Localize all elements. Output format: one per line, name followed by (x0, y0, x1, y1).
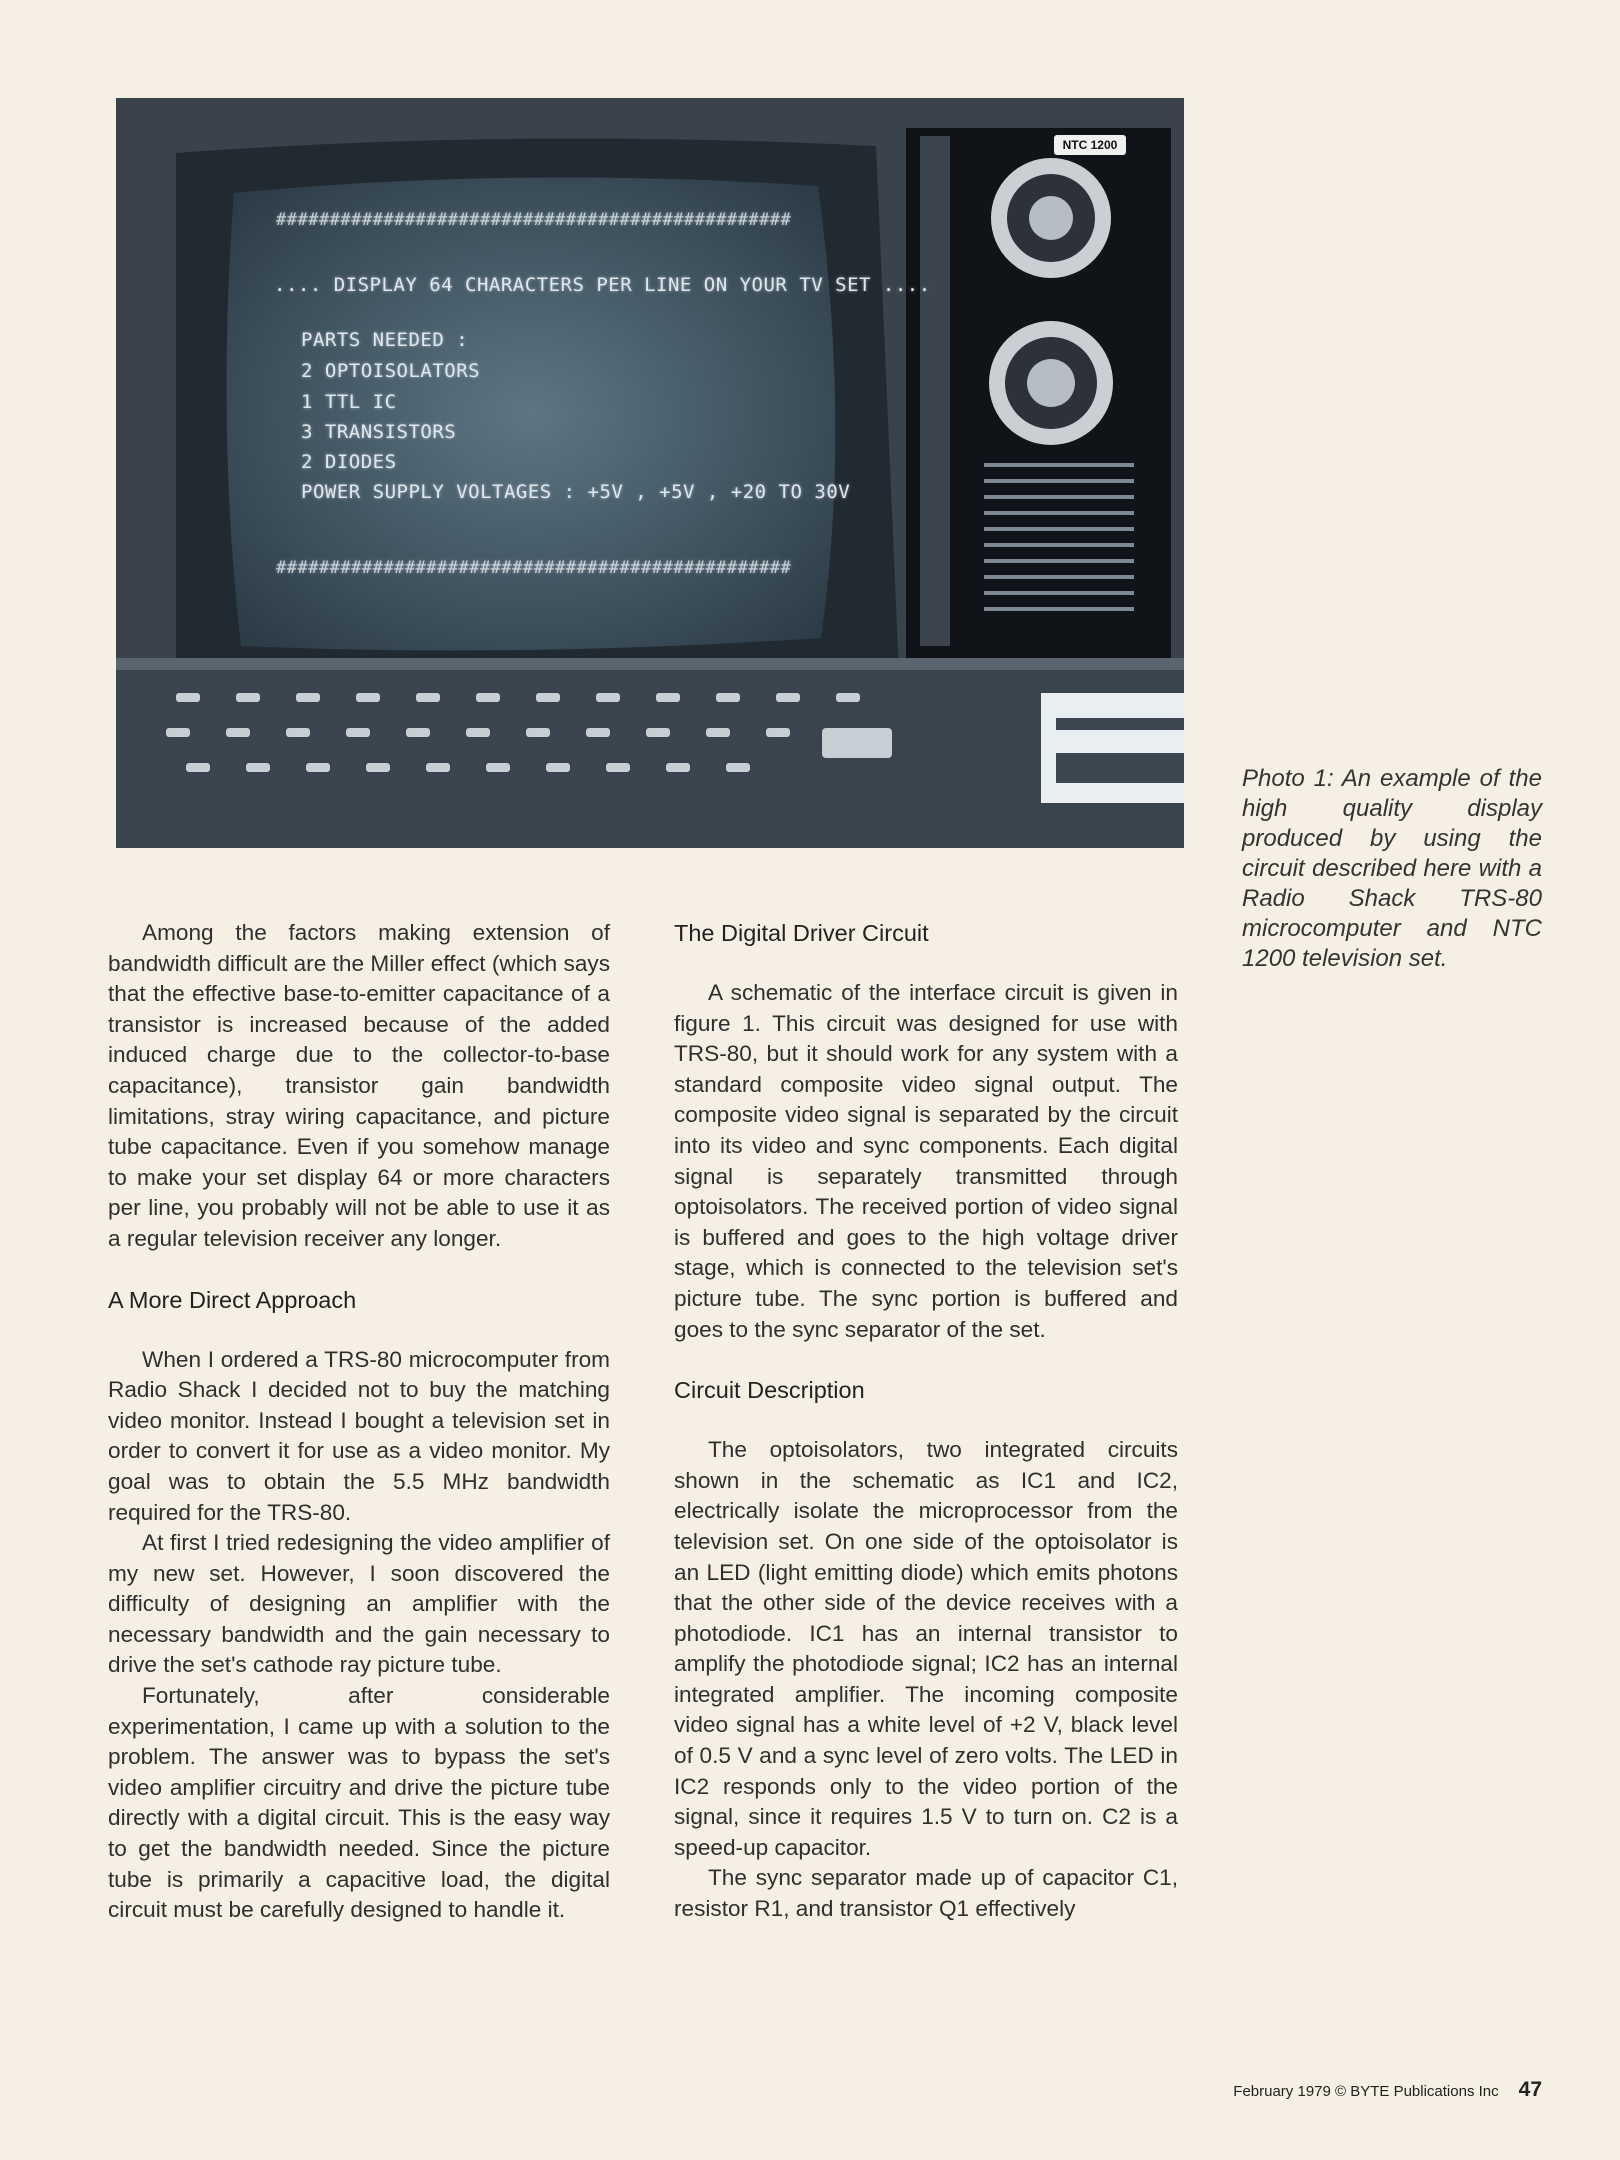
section-heading: A More Direct Approach (108, 1286, 357, 1313)
section-heading: Circuit Description (674, 1377, 865, 1404)
paragraph: A schematic of the interface circuit is given in figure 1. This circuit was designed for use with TRS-80, but it should work for any system with a standard composite video signal output. The composite video signal is separated by the circuit into its video and sync components. Each digital signal is separately transmitted through optoisolators. The received portion of video signal is buffered and goes to the high voltage driver stage, which is connected to the television set's picture tube. The sync portion is buffered and goes to the sync separator of the set. (674, 980, 1178, 1342)
column-right (674, 918, 1178, 1925)
tv-model-badge: NTC 1200 (1054, 135, 1126, 155)
paragraph: The sync separator made up of capacitor C1, resistor R1, and transistor Q1 effectively (674, 1865, 1178, 1922)
screen-line: PARTS NEEDED : (301, 329, 469, 351)
paragraph: Among the factors making extension of bandwidth difficult are the Miller effect (which says that the effective base-to-emitter capacitance of a transistor is increased because of the added induced charge due to the collector-to-base capacitance), transistor gain bandwidth limitations, stray wiring capacitance, and picture tube capacitance. Even if you somehow manage to make your set display 64 or more characters per line, you probably will not be able to use it as a regular television receiver any longer. (108, 920, 610, 1251)
page-footer (1233, 2078, 1542, 2102)
page-number: 47 (1518, 2078, 1542, 2101)
paragraph: When I ordered a TRS-80 microcomputer from Radio Shack I decided not to buy the matching video monitor. Instead I bought a television set in order to convert it for use as a video monitor. My goal was to obtain the 5.5 MHz bandwidth required for the TRS-80. (108, 1346, 610, 1525)
paragraph: At first I tried redesigning the video amplifier of my new set. However, I soon discovered the difficulty of designing an amplifier with the necessary bandwidth and the gain necessary to drive the set's cathode ray picture tube. (108, 1530, 610, 1678)
screen-border-bottom: ################################################ (276, 558, 792, 578)
paragraph: The optoisolators, two integrated circuits shown in the schematic as IC1 and IC2, electrically isolate the microprocessor from the television set. On one side of the optoisolator is an LED (light emitting diode) which emits photons that the other side of the device receives with a photodiode. IC1 has an internal transistor to amplify the photodiode signal; IC2 has an internal integrated amplifier. The incoming composite video signal has a white level of +2 V, black level of 0.5 V and a sync level of zero volts. The LED in IC2 responds only to the video portion of the signal, since it requires 1.5 V to turn on. C2 is a speed-up capacitor. (674, 1437, 1178, 1860)
footer-credit: February 1979 © BYTE Publications Inc (1233, 2083, 1499, 2100)
photo-caption: Photo 1: An example of the high quality display produced by using the circuit described here with a Radio Shack TRS-80 microcomputer and NTC 1200 television set. (1242, 765, 1542, 972)
paragraph: Fortunately, after considerable experimentation, I came up with a solution to the problem. The answer was to bypass the set's video amplifier circuitry and drive the picture tube directly with a digital circuit. This is the easy way to get the bandwidth needed. Since the picture tube is primarily a capacitive load, the digital circuit must be carefully designed to handle it. (108, 1683, 610, 1923)
screen-line: 3 TRANSISTORS (301, 421, 457, 443)
screen-line: 2 DIODES (301, 451, 397, 473)
screen-line: POWER SUPPLY VOLTAGES : +5V , +5V , +20 TO 30V (301, 481, 851, 503)
screen-line: 2 OPTOISOLATORS (301, 360, 481, 382)
tv-photo (116, 98, 1184, 848)
section-heading: The Digital Driver Circuit (674, 920, 929, 946)
column-left (108, 918, 610, 1926)
screen-line-title: .... DISPLAY 64 CHARACTERS PER LINE ON YOUR TV SET .... (274, 274, 931, 296)
screen-border-top: ################################################ (276, 210, 792, 230)
screen-line: 1 TTL IC (301, 391, 397, 413)
